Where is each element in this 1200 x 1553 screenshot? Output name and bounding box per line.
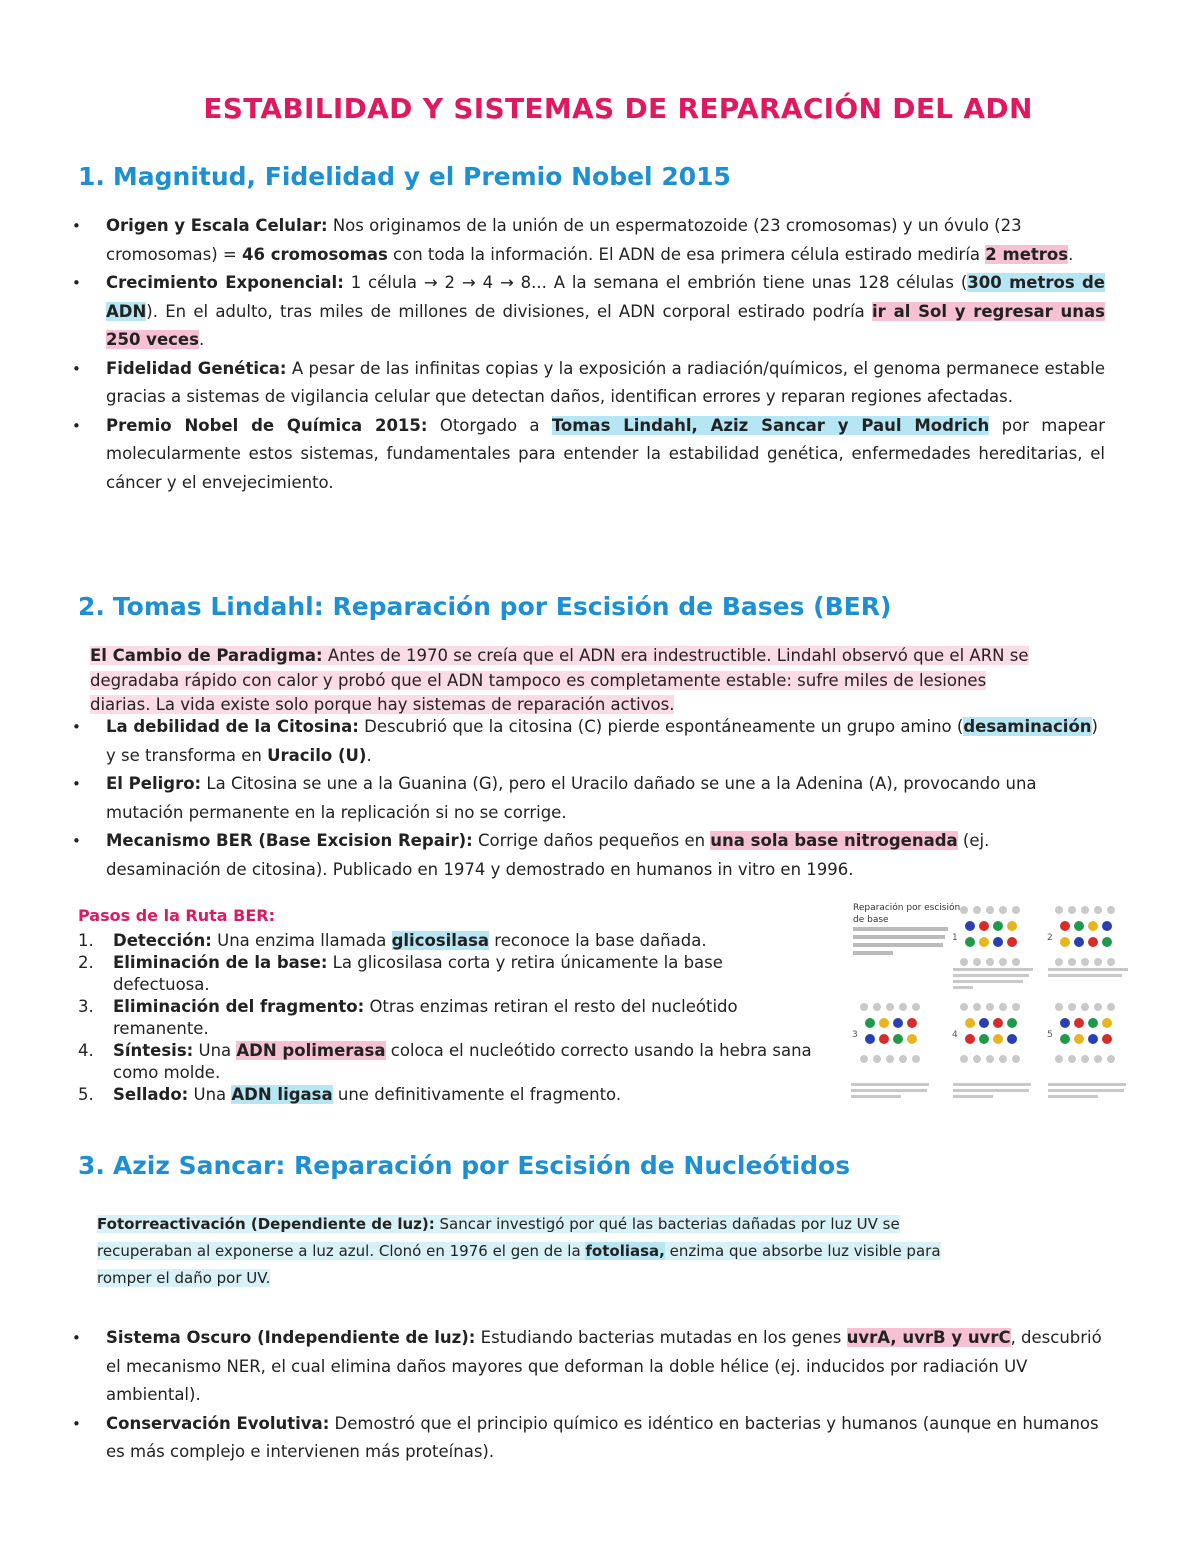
nucleotide-base <box>965 1018 975 1028</box>
nucleotide-base <box>1102 1018 1112 1028</box>
box-text: Sancar investigó por qué las bacterias dañadas por luz UV se <box>434 1215 900 1233</box>
section-2-list <box>60 713 1105 884</box>
step-label: Sellado: <box>113 1085 189 1104</box>
backbone-node <box>1107 958 1115 966</box>
figure-panel-number: 2 <box>1047 933 1053 943</box>
nucleotide-base <box>1060 921 1070 931</box>
backbone-node <box>999 1055 1007 1063</box>
box-text: enzima que absorbe luz visible para <box>664 1242 941 1260</box>
figure-panel-number: 5 <box>1047 1030 1053 1040</box>
nucleotide-base <box>1007 1034 1017 1044</box>
backbone-node <box>1012 906 1020 914</box>
item-label: El Peligro: <box>106 774 202 793</box>
nucleotide-base <box>1088 937 1098 947</box>
nucleotide-base <box>1088 1034 1098 1044</box>
section-number: 3. <box>78 1151 105 1180</box>
section-1-list <box>60 212 1105 497</box>
nucleotide-base <box>865 1018 875 1028</box>
nucleotide-base <box>1007 921 1017 931</box>
figure-panel-number: 4 <box>952 1030 958 1040</box>
step-item <box>78 952 823 996</box>
backbone-node <box>1068 1055 1076 1063</box>
box-text: diarias. La vida existe solo porque hay sistemas de reparación activos. <box>90 695 675 714</box>
item-label: Fidelidad Genética: <box>106 358 287 378</box>
backbone-node <box>960 1055 968 1063</box>
backbone-node <box>873 1055 881 1063</box>
backbone-node <box>1094 1003 1102 1011</box>
nucleotide-base <box>865 1034 875 1044</box>
highlight: 2 metros <box>985 244 1069 264</box>
nucleotide-base <box>979 921 989 931</box>
list-item <box>60 1410 1105 1467</box>
backbone-node <box>986 958 994 966</box>
highlight: Tomas Lindahl, Aziz Sancar y Paul Modrich <box>551 415 990 435</box>
nucleotide-base <box>993 1034 1003 1044</box>
nucleotide-base <box>907 1034 917 1044</box>
nucleotide-base <box>1074 1018 1084 1028</box>
item-text: 1 célula → 2 → 4 → 8... A la semana el embrión tiene unas 128 células ( <box>343 273 968 292</box>
nucleotide-base <box>965 1034 975 1044</box>
backbone-node <box>1012 1055 1020 1063</box>
nucleotide-base <box>1007 937 1017 947</box>
box-text: Antes de 1970 se creía que el ADN era indestructible. Lindahl observó que el ARN se <box>322 646 1029 665</box>
nucleotide-base <box>1102 937 1112 947</box>
section-number: 2. <box>78 592 105 621</box>
item-text: A pesar de las infinitas copias y la exposición a radiación/químicos, el genoma permanece estable gracias a sistemas de vigilancia celular que detectan daños, identifican errores y reparan regiones afectadas. <box>106 358 1106 406</box>
nucleotide-base <box>1102 1034 1112 1044</box>
list-item <box>60 355 1105 412</box>
item-label: Premio Nobel de Química 2015: <box>106 415 428 435</box>
item-text: Corrige daños pequeños en <box>472 831 711 850</box>
backbone-node <box>899 1003 907 1011</box>
backbone-node <box>973 1055 981 1063</box>
figure-panel-captions <box>851 968 1128 1098</box>
backbone-node <box>1081 1003 1089 1011</box>
section-3-heading <box>78 1151 850 1180</box>
list-item <box>60 1324 1105 1410</box>
box-label: Fotorreactivación (Dependiente de luz): <box>97 1215 435 1233</box>
highlight: fotoliasa, <box>585 1242 665 1260</box>
item-text: Otorgado a <box>427 415 552 435</box>
backbone-node <box>1107 906 1115 914</box>
backbone-node <box>999 1003 1007 1011</box>
ber-steps-list <box>78 930 823 1106</box>
highlight: 300 metros de ADN <box>106 273 1105 321</box>
highlight: ADN polimerasa <box>236 1041 386 1060</box>
step-number: 2. <box>78 953 94 972</box>
highlight: ir al Sol y regresar unas 250 veces <box>106 301 1105 349</box>
item-bold: Uracilo (U) <box>267 745 367 765</box>
backbone-node <box>1094 958 1102 966</box>
step-number: 3. <box>78 997 94 1016</box>
nucleotide-base <box>893 1018 903 1028</box>
backbone-node <box>899 1055 907 1063</box>
nucleotide-base <box>993 921 1003 931</box>
backbone-node <box>860 1003 868 1011</box>
step-item <box>78 1040 823 1084</box>
nucleotide-base <box>979 937 989 947</box>
list-item <box>60 770 1105 827</box>
item-text: Nos originamos de la unión de un espermatozoide (23 cromosomas) y un óvulo (23 cromosomas) = <box>106 216 1022 264</box>
backbone-node <box>1107 1055 1115 1063</box>
item-text: con toda la información. El ADN de esa primera célula estirado mediría <box>387 244 986 264</box>
highlight: una sola base nitrogenada <box>710 831 958 850</box>
ber-steps-title: Pasos de la Ruta BER: <box>78 906 275 925</box>
section-1-heading <box>78 162 731 191</box>
step-item <box>78 930 823 952</box>
backbone-node <box>973 1003 981 1011</box>
backbone-node <box>1094 906 1102 914</box>
item-text: Estudiando bacterias mutadas en los genes <box>475 1328 847 1347</box>
list-item <box>60 827 1105 884</box>
item-label: Crecimiento Exponencial: <box>106 273 344 292</box>
nucleotide-base <box>979 1034 989 1044</box>
item-text: Demostró que el principio químico es idéntico en bacterias y humanos (aunque en humanos es más complejo e intervienen más proteínas). <box>106 1413 1099 1461</box>
backbone-node <box>886 1055 894 1063</box>
highlight: ADN ligasa <box>231 1085 333 1104</box>
step-text: reconoce la base dañada. <box>489 931 707 950</box>
nucleotide-base <box>1074 1034 1084 1044</box>
list-item <box>60 713 1105 770</box>
step-text: Otras enzimas retiran el resto del nucleótido remanente. <box>113 997 738 1038</box>
backbone-node <box>1068 1003 1076 1011</box>
item-label: Origen y Escala Celular: <box>106 216 328 235</box>
item-label: La debilidad de la Citosina: <box>106 717 359 736</box>
backbone-node <box>912 1003 920 1011</box>
backbone-node <box>960 1003 968 1011</box>
nucleotide-base <box>993 1018 1003 1028</box>
backbone-node <box>873 1003 881 1011</box>
item-text: La Citosina se une a la Guanina (G), pero el Uracilo dañado se une a la Adenina (A), provocando una mutación permanente en la replicación si no se corrige. <box>106 774 1037 822</box>
figure-caption-lines <box>853 927 948 955</box>
item-label: Sistema Oscuro (Independiente de luz): <box>106 1328 476 1347</box>
section-3-list <box>60 1324 1105 1467</box>
box-text: recuperaban al exponerse a luz azul. Clonó en 1976 el gen de la <box>97 1242 586 1260</box>
backbone-node <box>1068 906 1076 914</box>
backbone-node <box>960 906 968 914</box>
backbone-node <box>973 958 981 966</box>
backbone-node <box>986 1003 994 1011</box>
step-text: Una <box>188 1085 232 1104</box>
backbone-node <box>1012 1003 1020 1011</box>
box-text: romper el daño por UV. <box>97 1269 271 1287</box>
step-label: Detección: <box>113 931 212 950</box>
item-text: ) y se transforma en <box>106 717 1098 765</box>
nucleotide-base <box>1088 921 1098 931</box>
step-number: 5. <box>78 1085 94 1104</box>
backbone-node <box>1068 958 1076 966</box>
backbone-node <box>1055 1003 1063 1011</box>
backbone-node <box>1012 958 1020 966</box>
nucleotide-base <box>979 1018 989 1028</box>
item-text: . <box>198 330 205 349</box>
nucleotide-base <box>893 1034 903 1044</box>
step-text: une definitivamente el fragmento. <box>332 1085 622 1104</box>
highlight: desaminación <box>963 717 1092 736</box>
nucleotide-base <box>1007 1018 1017 1028</box>
photoreactivation-box <box>97 1211 997 1292</box>
nucleotide-base <box>1088 1018 1098 1028</box>
item-text: . <box>1068 244 1074 264</box>
nucleotide-base <box>965 921 975 931</box>
nucleotide-base <box>1102 921 1112 931</box>
backbone-node <box>999 958 1007 966</box>
nucleotide-base <box>907 1018 917 1028</box>
nucleotide-base <box>1060 1034 1070 1044</box>
item-text: . <box>366 745 372 765</box>
nucleotide-base <box>879 1018 889 1028</box>
nucleotide-base <box>965 937 975 947</box>
backbone-node <box>1055 1055 1063 1063</box>
item-text: por mapear molecularmente estos sistemas, fundamentales para entender la estabilidad genética, enfermedades hereditarias, el cáncer y el envejecimiento. <box>106 415 1106 492</box>
nucleotide-base <box>1074 921 1084 931</box>
list-item <box>60 212 1105 269</box>
step-label: Eliminación del fragmento: <box>113 997 365 1016</box>
box-text: degradaba rápido con calor y probó que el ADN tampoco es completamente estable: sufre miles de lesiones <box>90 670 987 690</box>
ber-pathway-figure <box>833 896 1133 1106</box>
backbone-node <box>860 1055 868 1063</box>
step-text: coloca el nucleótido correcto usando la hebra sana como molde. <box>113 1041 812 1082</box>
backbone-node <box>986 1055 994 1063</box>
step-label: Eliminación de la base: <box>113 953 328 972</box>
step-text: Una enzima llamada <box>211 931 392 950</box>
backbone-node <box>912 1055 920 1063</box>
step-number: 4. <box>78 1041 94 1060</box>
box-label: El Cambio de Paradigma: <box>90 646 323 665</box>
step-item <box>78 1084 823 1106</box>
backbone-node <box>1094 1055 1102 1063</box>
backbone-node <box>1081 1055 1089 1063</box>
step-item <box>78 996 823 1040</box>
figure-panel-number: 1 <box>952 933 958 943</box>
backbone-node <box>986 906 994 914</box>
step-text: La glicosilasa corta y retira únicamente la base defectuosa. <box>113 953 723 994</box>
item-text: ). En el adulto, tras miles de millones de divisiones, el ADN corporal estirado podría <box>146 301 873 321</box>
list-item <box>60 412 1105 498</box>
backbone-node <box>886 1003 894 1011</box>
step-text: Una <box>193 1041 237 1060</box>
nucleotide-base <box>1074 937 1084 947</box>
item-bold: 46 cromosomas <box>241 244 388 264</box>
item-text: Descubrió que la citosina (C) pierde espontáneamente un grupo amino ( <box>358 717 964 736</box>
list-item <box>60 269 1105 355</box>
figure-title: Reparación por escisión <box>853 903 961 913</box>
highlight: uvrA, uvrB y uvrC <box>846 1328 1011 1347</box>
section-title: Tomas Lindahl: Reparación por Escisión de Bases (BER) <box>112 592 892 621</box>
nucleotide-base <box>1060 1018 1070 1028</box>
highlight: glicosilasa <box>391 931 490 950</box>
document-title: ESTABILIDAD Y SISTEMAS DE REPARACIÓN DEL ADN <box>203 92 1033 125</box>
backbone-node <box>1081 958 1089 966</box>
nucleotide-base <box>993 937 1003 947</box>
section-number: 1. <box>78 162 105 191</box>
item-label: Mecanismo BER (Base Excision Repair): <box>106 831 473 850</box>
backbone-node <box>960 958 968 966</box>
section-title: Aziz Sancar: Reparación por Escisión de Nucleótidos <box>112 1151 851 1180</box>
item-label: Conservación Evolutiva: <box>106 1413 330 1433</box>
paradigm-box <box>90 644 1110 718</box>
figure-panel-number: 3 <box>852 1030 858 1040</box>
backbone-node <box>1081 906 1089 914</box>
section-2-heading <box>78 592 891 621</box>
backbone-node <box>1055 958 1063 966</box>
step-number: 1. <box>78 931 94 950</box>
backbone-node <box>973 906 981 914</box>
section-title: Magnitud, Fidelidad y el Premio Nobel 2015 <box>112 162 731 191</box>
nucleotide-base <box>879 1034 889 1044</box>
figure-title: de base <box>853 915 889 925</box>
backbone-node <box>1055 906 1063 914</box>
item-text: , descubrió el mecanismo NER, el cual elimina daños mayores que deforman la doble hélice (ej. inducidos por radiación UV ambiental). <box>106 1328 1102 1404</box>
backbone-node <box>999 906 1007 914</box>
backbone-node <box>1107 1003 1115 1011</box>
nucleotide-base <box>1060 937 1070 947</box>
item-text: (ej. desaminación de citosina). Publicado en 1974 y demostrado en humanos in vitro en 1996. <box>106 831 990 879</box>
step-label: Síntesis: <box>113 1041 194 1060</box>
